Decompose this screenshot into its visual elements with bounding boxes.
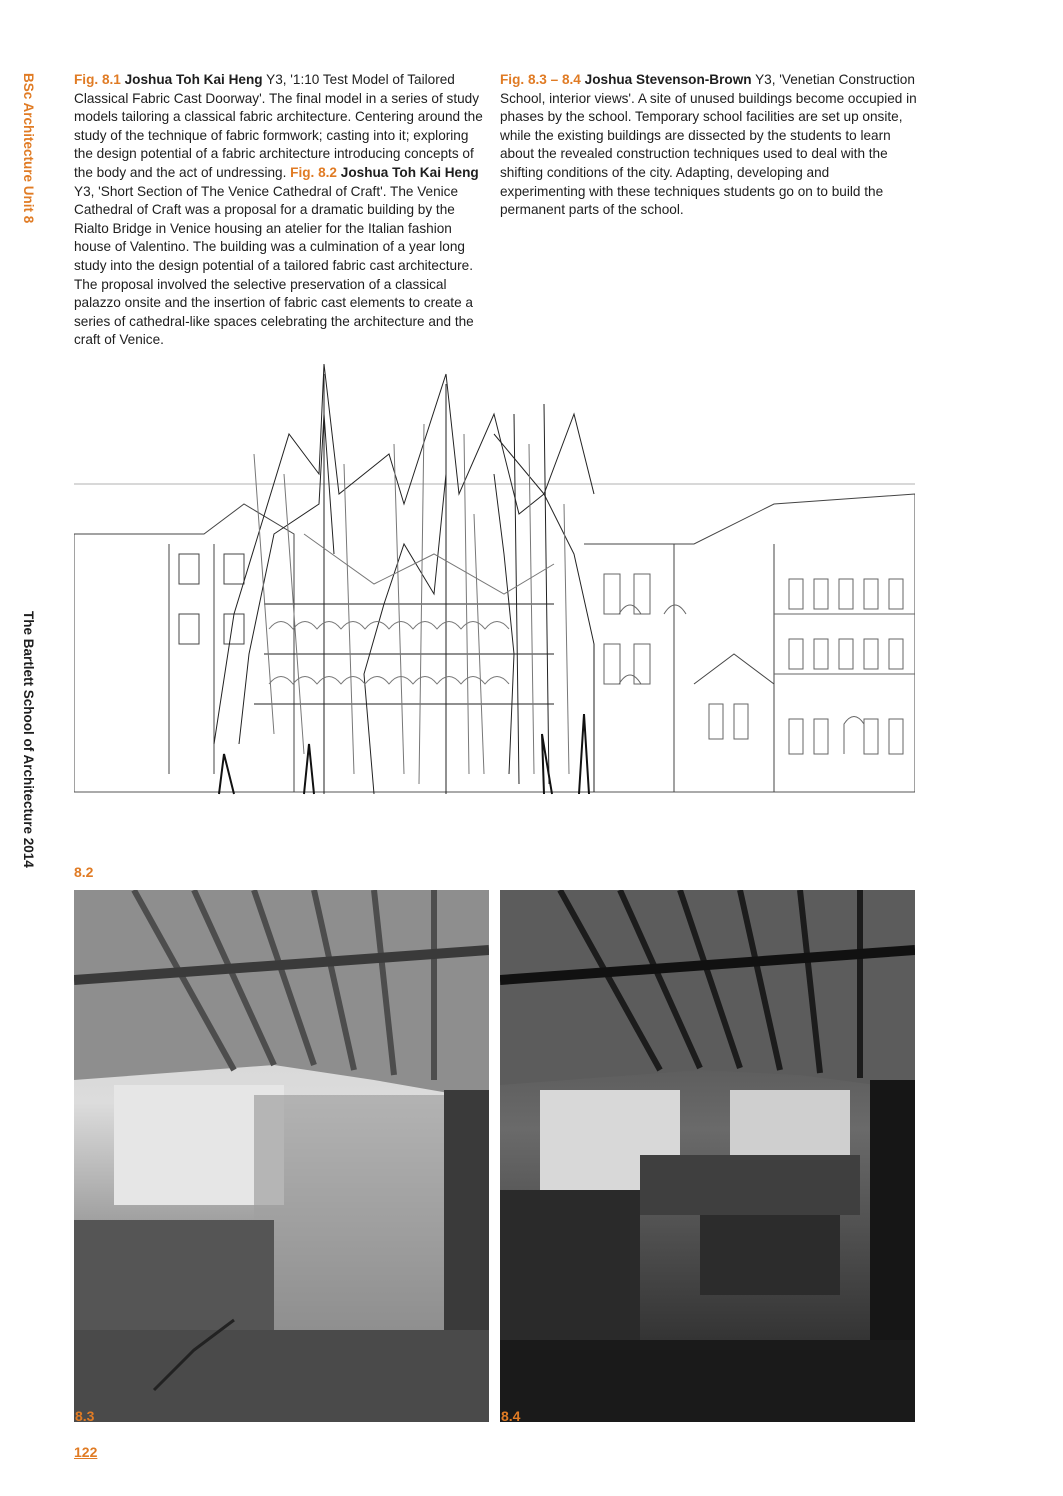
caption-column-left [74,71,486,350]
fig-8-2-description: Y3, 'Short Section of The Venice Cathedral of Craft'. The Venice Cathedral of Craft was a proposal for a dramatic building by the Rialto Bridge in Venice housing an atelier for the Italian fashion house of Valentino. The building was a culmination of a year long study into the design potential of a tailored fabric cast architecture. The proposal involved the selective preservation of a classical palazzo onsite and the insertion of fabric cast elements to create a series of cathedral-like spaces celebrating the architecture and the craft of Venice. [74,183,474,348]
fig-8-2-label: Fig. 8.2 [290,164,337,180]
fig-8-2-author: Joshua Toh Kai Heng [340,164,479,180]
section-drawing-figure [74,354,915,860]
caption-text [500,71,918,220]
unit-side-label: BSc Architecture Unit 8 [21,73,36,224]
fig-8-1-author: Joshua Toh Kai Heng [124,72,263,87]
section-drawing-image [74,354,915,860]
fig-8-4-caption-number: 8.4 [501,1408,521,1424]
fig-8-1-label: Fig. 8.1 [74,72,121,87]
fig-8-1-description: Y3, '1:10 Test Model of Tailored Classical Fabric Cast Doorway'. The final model in a series of study models tailoring a classical fabric architecture. Centering around the study of the technique of fabric formwork; casting into it; exploring the design potential of a fabric architecture introducing concepts of the body and the act of undressing. [74,72,483,180]
caption-column-right [500,71,918,220]
fig-8-3-description: Y3, 'Venetian Construction School, interior views'. A site of unused buildings become occupied in phases by the school. Temporary school facilities are set up onsite, while the existing buildings are dissected by the students to learn about the revealed construction techniques used to deal with the shifting conditions of the city. Adapting, developing and experimenting with these techniques students go on to build the permanent parts of the school. [500,72,917,218]
fig-8-3-label: Fig. 8.3 – 8.4 [500,72,581,87]
caption-text [74,71,486,350]
school-side-label: The Bartlett School of Architecture 2014 [21,611,36,868]
page-number: 122 [74,1444,98,1460]
interior-render-image [500,890,915,1422]
fig-8-2-caption-number: 8.2 [74,864,94,880]
interior-render-image [74,890,489,1422]
fig-8-3-caption-number: 8.3 [75,1408,95,1424]
fig-8-3-author: Joshua Stevenson-Brown [584,72,752,87]
interior-render-8-3 [74,890,489,1422]
interior-render-8-4 [500,890,915,1422]
